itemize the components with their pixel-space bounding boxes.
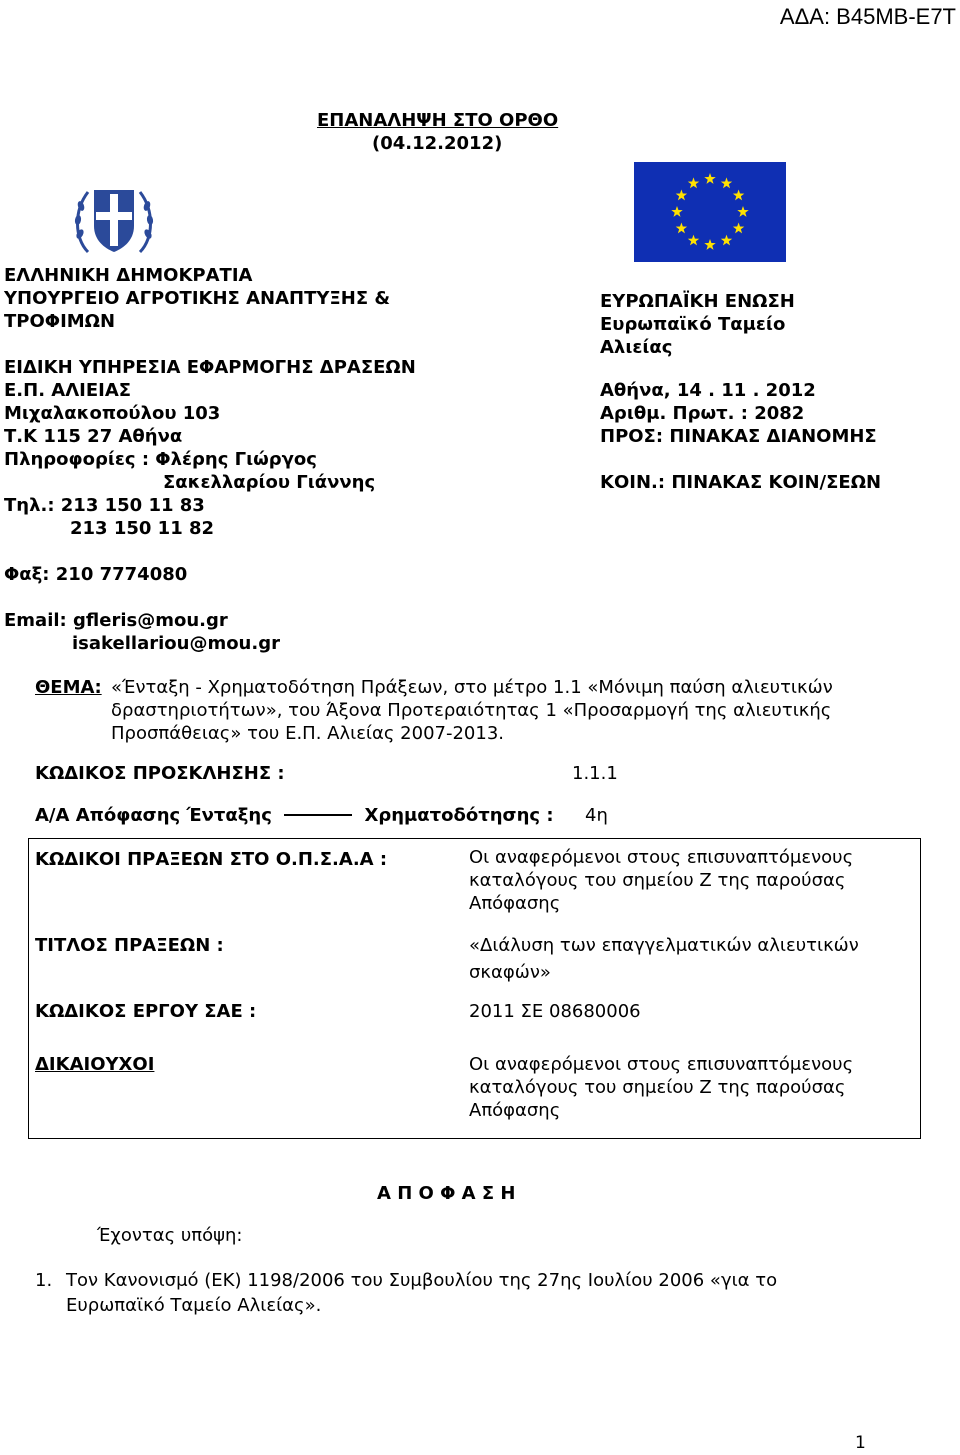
table-border-right	[920, 838, 921, 1139]
subject-label: ΘΕΜΑ:	[35, 677, 102, 698]
call-code-value: 1.1.1	[572, 763, 618, 784]
table-row-1-value-3: Απόφασης	[469, 893, 561, 914]
table-border-bottom	[28, 1138, 921, 1139]
fax: Φαξ: 210 7774080	[4, 564, 188, 585]
table-row-2-value-2: σκαφών»	[469, 962, 551, 983]
table-border-left	[28, 838, 29, 1139]
eu-fund: Ευρωπαϊκό Ταμείο	[600, 314, 786, 335]
ada-code: ΑΔΑ: Β45ΜΒ-Ε7Τ	[779, 4, 956, 29]
info-contact-1: Πληροφορίες : Φλέρης Γιώργος	[4, 449, 317, 470]
document-date: Αθήνα, 14 . 11 . 2012	[600, 380, 816, 401]
address: Μιχαλακοπούλου 103	[4, 403, 221, 424]
subject-line-2: δραστηριοτήτων», του Άξονα Προτεραιότητας 1 «Προσαρμογή της αλιευτικής	[111, 700, 832, 721]
eu-flag-icon	[634, 162, 786, 262]
call-code-label: ΚΩΔΙΚΟΣ ΠΡΟΣΚΛΗΣΗΣ :	[35, 763, 285, 784]
decision-number-value: 4η	[585, 805, 608, 826]
having-considered: Έχοντας υπόψη:	[97, 1225, 243, 1246]
decision-number-label-b: Χρηματοδότησης :	[364, 805, 554, 826]
service-name: ΕΙΔΙΚΗ ΥΠΗΡΕΣΙΑ ΕΦΑΡΜΟΓΗΣ ΔΡΑΣΕΩΝ	[4, 357, 416, 378]
program-name: Ε.Π. ΑΛΙΕΙΑΣ	[4, 380, 132, 401]
table-row-4-value-1: Οι αναφερόμενοι στους επισυναπτόμενους	[469, 1054, 854, 1075]
document-title-date: (04.12.2012)	[372, 133, 503, 154]
table-row-4-label: ΔΙΚΑΙΟΥΧΟΙ	[35, 1054, 155, 1075]
table-row-1-value-1: Οι αναφερόμενοι στους επισυναπτόμενους	[469, 847, 854, 868]
item-1-number: 1.	[35, 1270, 53, 1291]
table-row-3-value: 2011 ΣΕ 08680006	[469, 1001, 641, 1022]
decision-heading: Α Π Ο Φ Α Σ Η	[377, 1183, 516, 1204]
table-row-1-value-2: καταλόγους του σημείου Ζ της παρούσας	[469, 870, 846, 891]
decision-number-label-a: Α/Α Απόφασης Ένταξης	[35, 805, 272, 826]
table-row-4-value-2: καταλόγους του σημείου Ζ της παρούσας	[469, 1077, 846, 1098]
table-row-2-label: ΤΙΤΛΟΣ ΠΡΑΞΕΩΝ :	[35, 935, 224, 956]
email-2: isakellariou@mou.gr	[72, 633, 280, 654]
table-row-1-label: ΚΩΔΙΚΟΙ ΠΡΑΞΕΩΝ ΣΤΟ Ο.Π.Σ.Α.Α :	[35, 849, 388, 870]
recipients: ΠΡΟΣ: ΠΙΝΑΚΑΣ ΔΙΑΝΟΜΗΣ	[600, 426, 877, 447]
telephone-1: Τηλ.: 213 150 11 83	[4, 495, 205, 516]
dash	[284, 814, 352, 816]
telephone-2: 213 150 11 82	[70, 518, 215, 539]
document-title-line1: ΕΠΑΝΑΛΗΨΗ ΣΤΟ ΟΡΘΟ	[317, 110, 559, 131]
ministry-name-cont: ΤΡΟΦΙΜΩΝ	[4, 311, 116, 332]
item-1-line-1: Τον Κανονισμό (ΕΚ) 1198/2006 του Συμβουλίου της 27ης Ιουλίου 2006 «για το	[66, 1270, 778, 1291]
table-row-2-value-1: «Διάλυση των επαγγελματικών αλιευτικών	[469, 935, 859, 956]
greek-coat-of-arms-icon	[66, 174, 162, 270]
decision-number-label	[35, 805, 554, 827]
table-border-top	[28, 838, 921, 839]
eu-fund-cont: Αλιείας	[600, 337, 673, 358]
page-number: 1	[855, 1433, 866, 1453]
table-row-3-label: ΚΩΔΙΚΟΣ ΕΡΓΟΥ ΣΑΕ :	[35, 1001, 257, 1022]
table-row-4-value-3: Απόφασης	[469, 1100, 561, 1121]
subject-line-3: Προσπάθειας» του Ε.Π. Αλιείας 2007-2013.	[111, 723, 505, 744]
info-contact-2: Σακελλαρίου Γιάννης	[163, 472, 376, 493]
eu-union: ΕΥΡΩΠΑΪΚΗ ΕΝΩΣΗ	[600, 291, 795, 312]
ministry-name: ΥΠΟΥΡΓΕΙΟ ΑΓΡΟΤΙΚΗΣ ΑΝΑΠΤΥΞΗΣ &	[4, 288, 391, 309]
postcode: Τ.Κ 115 27 Αθήνα	[4, 426, 183, 447]
subject-line-1: «Ένταξη - Χρηματοδότηση Πράξεων, στο μέτρο 1.1 «Μόνιμη παύση αλιευτικών	[111, 677, 833, 698]
cc-recipients: ΚΟΙΝ.: ΠΙΝΑΚΑΣ ΚΟΙΝ/ΣΕΩΝ	[600, 472, 882, 493]
item-1-line-2: Ευρωπαϊκό Ταμείο Αλιείας».	[66, 1295, 322, 1316]
email-1: Email: gfleris@mou.gr	[4, 610, 228, 631]
protocol-number: Αριθμ. Πρωτ. : 2082	[600, 403, 805, 424]
republic-name: ΕΛΛΗΝΙΚΗ ΔΗΜΟΚΡΑΤΙΑ	[4, 265, 253, 286]
